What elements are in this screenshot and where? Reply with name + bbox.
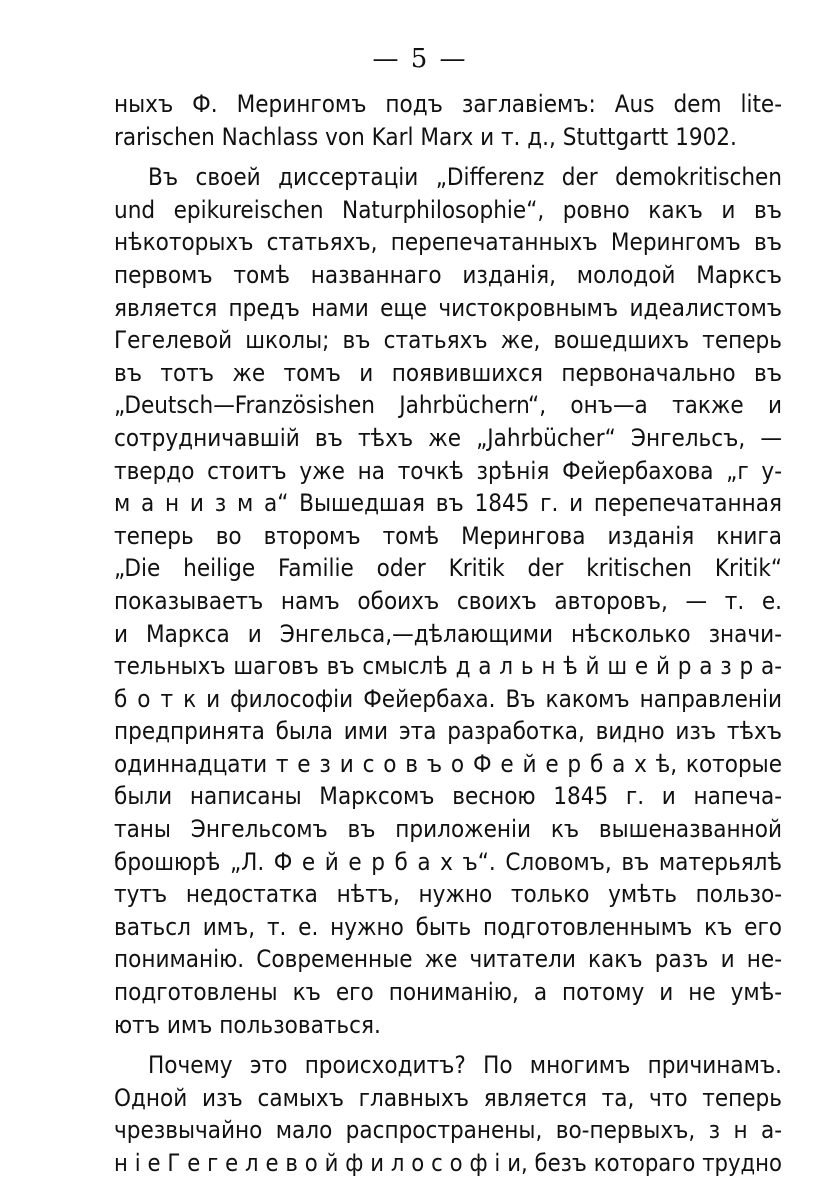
text-line: Въ своей диссертаціи „Differenz der demokritischen [148, 163, 782, 192]
text-line: и Маркса и Энгельса,—дѣлающими нѣсколько значи- [114, 619, 782, 648]
text-line: тельныхъ шаговъ въ смыслѣ д а л ь н ѣ й ш е й р а з р а- [114, 652, 782, 681]
text-line: und epikureischen Naturphilosophie“, ровно какъ и въ [114, 195, 782, 224]
text-line: показываетъ намъ обоихъ своихъ авторовъ, — т. е. [114, 586, 782, 615]
text-line: одиннадцати т е з и с о в ъ о Ф е й е р б а х ѣ, которые [114, 749, 782, 778]
text-line: „Die heilige Familie oder Kritik der kritischen Kritik“ [114, 554, 782, 583]
text-line: таны Энгельсомъ въ приложеніи къ вышеназванной [114, 815, 782, 844]
text-line: подготовлены къ его пониманію, а потому и не умѣ- [114, 978, 782, 1007]
text-line: нѣкоторыхъ статьяхъ, перепечатанныхъ Мерингомъ въ [114, 228, 782, 257]
text-line: м а н и з м а“ Вышедшая въ 1845 г. и перепечатанная [114, 489, 782, 518]
page-number: — 5 — [372, 44, 468, 74]
text-line: ютъ имъ пользоваться. [114, 1010, 381, 1039]
text-line: твердо стоитъ уже на точкѣ зрѣнія Фейербахова „г у- [114, 456, 782, 485]
text-line: тутъ недостатка нѣтъ, нужно только умѣть пользо- [114, 880, 782, 909]
text-line: пониманію. Современные же читатели какъ разъ и не- [114, 945, 782, 974]
text-line: ватьсл имъ, т. е. нужно быть подготовленнымъ къ его [114, 912, 782, 941]
text-line: были написаны Марксомъ весною 1845 г. и напеча- [114, 782, 782, 811]
text-line: сотрудничавшій въ тѣхъ же „Jahrbücher“ Энгельсъ, — [114, 423, 782, 452]
text-line: Одной изъ самыхъ главныхъ является та, что теперь [114, 1083, 782, 1112]
text-line: Почему это происходитъ? По многимъ причинамъ. [148, 1051, 782, 1080]
text-line: чрезвычайно мало распространены, во-первыхъ, з н а- [114, 1116, 782, 1145]
text-line: н і е Г е г е л е в о й ф и л о с о ф і и, безъ котораго трудно [114, 1149, 782, 1177]
text-line: „Deutsch—Französishen Jahrbüchern“, онъ—а также и [114, 391, 782, 420]
text-line: въ тотъ же томъ и появившихся первоначально въ [114, 358, 782, 387]
text-line: первомъ томѣ названнаго изданія, молодой Марксъ [114, 260, 782, 289]
text-line: предпринята была ими эта разработка, видно изъ тѣхъ [114, 717, 782, 746]
text-line: теперь во второмъ томѣ Мерингова изданія книга [114, 521, 782, 550]
text-line: ныхъ Ф. Мерингомъ подъ заглавіемъ: Aus dem lite- [114, 90, 782, 118]
text-line: является предъ нами еще чистокровнымъ идеалистомъ [114, 293, 782, 322]
text-line: б о т к и философіи Фейербаха. Въ какомъ направленіи [114, 684, 782, 713]
text-line: rarischen Nachlass von Karl Marx и т. д., Stuttgartt 1902. [114, 122, 737, 151]
body-text [114, 88, 782, 1180]
text-line: брошюрѣ „Л. Ф е й е р б а х ъ“. Словомъ, въ матерьялѣ [114, 847, 782, 876]
text-line: Гегелевой школы; въ статьяхъ же, вошедшихъ теперь [114, 326, 782, 355]
